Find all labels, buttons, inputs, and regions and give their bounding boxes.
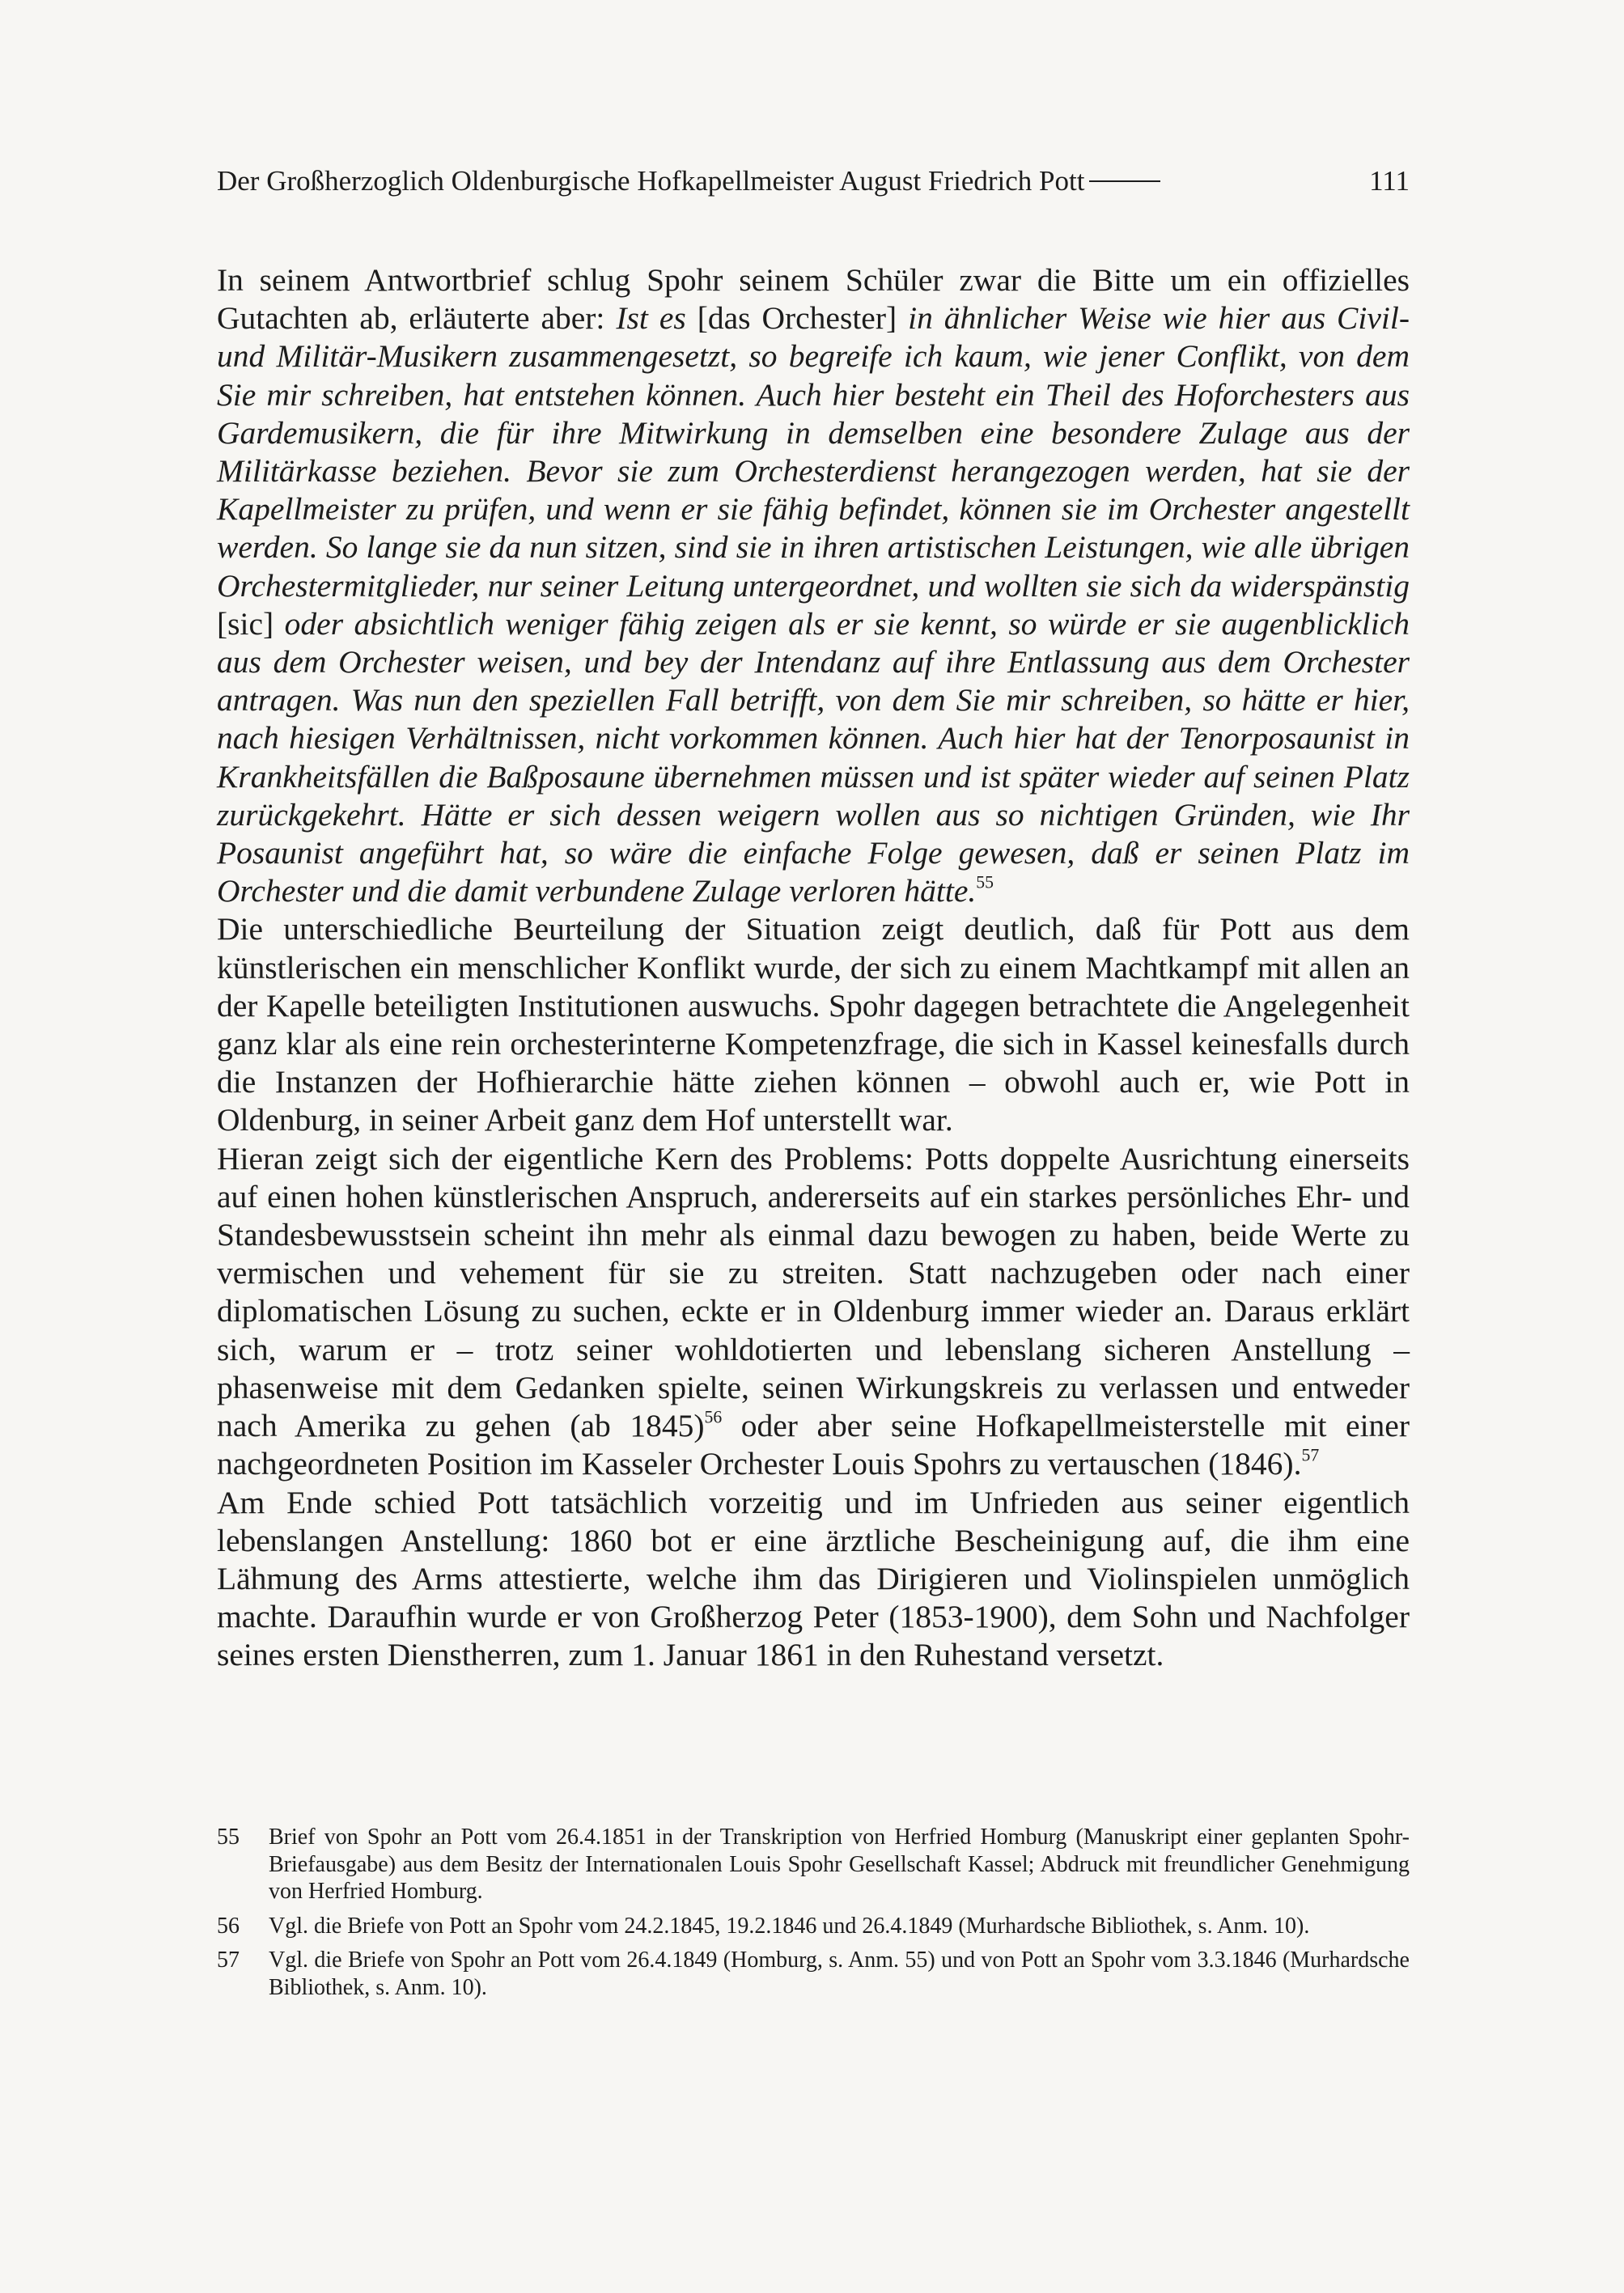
footnote-text: Vgl. die Briefe von Pott an Spohr vom 24.2.1845, 19.2.1846 und 26.4.1849 (Murhardsche Bibliothek, s. Anm. 10).: [269, 1913, 1310, 1939]
quote-part: in ähnlicher Weise wie hier aus Civil- und Militär-Musikern zusammengesetzt, so begreife ich kaum, wie jener Conflikt, von dem Sie mir schreiben, hat entstehen können. Auch hier besteht ein Theil des Hoforchesters aus Gardemusikern, die für ihre Mitwirkung in demselben eine besondere Zulage aus der Militärkasse beziehen. Bevor sie zum Orchesterdienst herangezogen werden, hat sie der Kapellmeister zu prüfen, und wenn er sie fähig befindet, können sie im Orchester angestellt werden. So lange sie da nun sitzen, sind sie in ihren artistischen Leistungen, wie alle übrigen Orchestermitglieder, nur seiner Leitung untergeordnet, und wollten sie sich da widerspänstig: [217, 300, 1410, 604]
footnote-text: Vgl. die Briefe von Spohr an Pott vom 26.4.1849 (Homburg, s. Anm. 55) und von Pott an Spohr vom 3.3.1846 (Murhardsche Bibliothek, s. Anm. 10).: [269, 1948, 1410, 2000]
quote-part: oder absichtlich weniger fähig zeigen als er sie kennt, so würde er sie augenblicklich aus dem Orchester weisen, und bey der Intendanz auf ihre Entlassung aus dem Orchester antragen. Was nun den speziellen Fall betrifft, von dem Sie mir schreiben, so hätte er hier, nach hiesigen Verhältnissen, nicht vorkommen können. Auch hier hat der Tenorposaunist in Krankheitsfällen die Baßposaune übernehmen müssen und ist später wieder auf seinen Platz zurückgekehrt. Hätte er sich dessen weigern wollen aus so nichtigen Gründen, wie Ihr Posaunist angeführt hat, so wäre die einfache Folge gewesen, daß er seinen Platz im Orchester und die damit verbundene Zulage verloren hätte.: [217, 605, 1410, 909]
footnote-number: 57: [217, 1948, 240, 1973]
footnote-55: [217, 1824, 1410, 1905]
footnotes: [217, 1824, 1410, 2008]
footnote-57: [217, 1947, 1410, 2001]
running-head-title: Der Großherzoglich Oldenburgische Hofkapellmeister August Friedrich Pott: [217, 165, 1085, 197]
paragraph-text: Hieran zeigt sich der eigentliche Kern des Problems: Potts doppelte Ausrichtung einerseits auf einen hohen künstlerischen Anspruch, andererseits auf ein starkes persönliches Ehr- und Standesbewusstsein scheint ihn mehr als einmal dazu bewogen zu haben, beide Werte zu vermischen und vehement für sie zu streiten. Statt nachzugeben oder nach einer diplomatischen Lösung zu suchen, eckte er in Oldenburg immer wieder an. Daraus erklärt sich, warum er – trotz seiner wohldotierten und lebenslang sicheren Anstellung – phasenweise mit dem Gedanken spielte, seinen Wirkungskreis zu verlassen und entweder nach Amerika zu gehen (ab 1845): [217, 1140, 1410, 1444]
running-head: [217, 162, 1410, 201]
running-head-rule: [1089, 180, 1160, 182]
footnote-number: 56: [217, 1913, 240, 1939]
footnote-text: Brief von Spohr an Pott vom 26.4.1851 in der Transkription von Herfried Homburg (Manuskript einer geplanten Spohr-Briefausgabe) aus dem Besitz der Internationalen Louis Spohr Gesellschaft Kassel; Abdruck mit freundlicher Genehmigung von Herfried Homburg.: [269, 1825, 1410, 1904]
paragraph-assessment: Die unterschiedliche Beurteilung der Situation zeigt deutlich, daß für Pott aus dem künstlerischen ein menschlicher Konflikt wurde, der sich zu einem Machtkampf mit allen an der Kapelle beteiligten Institutionen auswuchs. Spohr dagegen betrachtete die Angelegenheit ganz klar als eine rein orchesterinterne Kompetenzfrage, die sich in Kassel keinesfalls durch die Instanzen der Hofhierarchie hätte ziehen können – obwohl auch er, wie Pott in Oldenburg, in seiner Arbeit ganz dem Hof unterstellt war.: [217, 911, 1410, 1138]
footnote-number: 55: [217, 1825, 240, 1850]
paragraph-spohr-letter: [217, 261, 1410, 910]
paragraph-core-problem: [217, 1140, 1410, 1484]
page-number: 111: [1369, 165, 1410, 197]
paragraph-text: oder aber seine Hofkapellmeisterstelle mit einer nachgeordneten Position im Kasseler Orchester Louis Spohrs zu vertauschen (1846).: [217, 1408, 1410, 1482]
editorial-sic: [sic]: [217, 605, 274, 642]
paragraph-intro: In seinem Antwortbrief schlug Spohr seinem Schüler zwar die Bitte um ein offizielles Gutachten ab, erläuterte aber:: [217, 262, 1410, 337]
main-text: [217, 261, 1410, 1675]
footnote-56: [217, 1913, 1410, 1940]
paragraph-retirement: Am Ende schied Pott tatsächlich vorzeitig und im Unfrieden aus seiner eigentlich lebenslangen Anstellung: 1860 bot er eine ärztliche Bescheinigung auf, die ihm eine Lähmung des Arms attestierte, welche ihm das Dirigieren und Violinspielen unmöglich machte. Daraufhin wurde er von Großherzog Peter (1853-1900), dem Sohn und Nachfolger seines ersten Dienstherren, zum 1. Januar 1861 in den Ruhestand versetzt.: [217, 1484, 1410, 1673]
footnote-ref-57: 57: [1301, 1446, 1320, 1466]
footnote-ref-56: 56: [704, 1407, 723, 1427]
editorial-insertion: [das Orchester]: [697, 300, 897, 337]
letter-quotation: [217, 300, 1410, 909]
quote-part: Ist es: [616, 300, 698, 337]
footnote-ref-55: 55: [976, 872, 994, 892]
